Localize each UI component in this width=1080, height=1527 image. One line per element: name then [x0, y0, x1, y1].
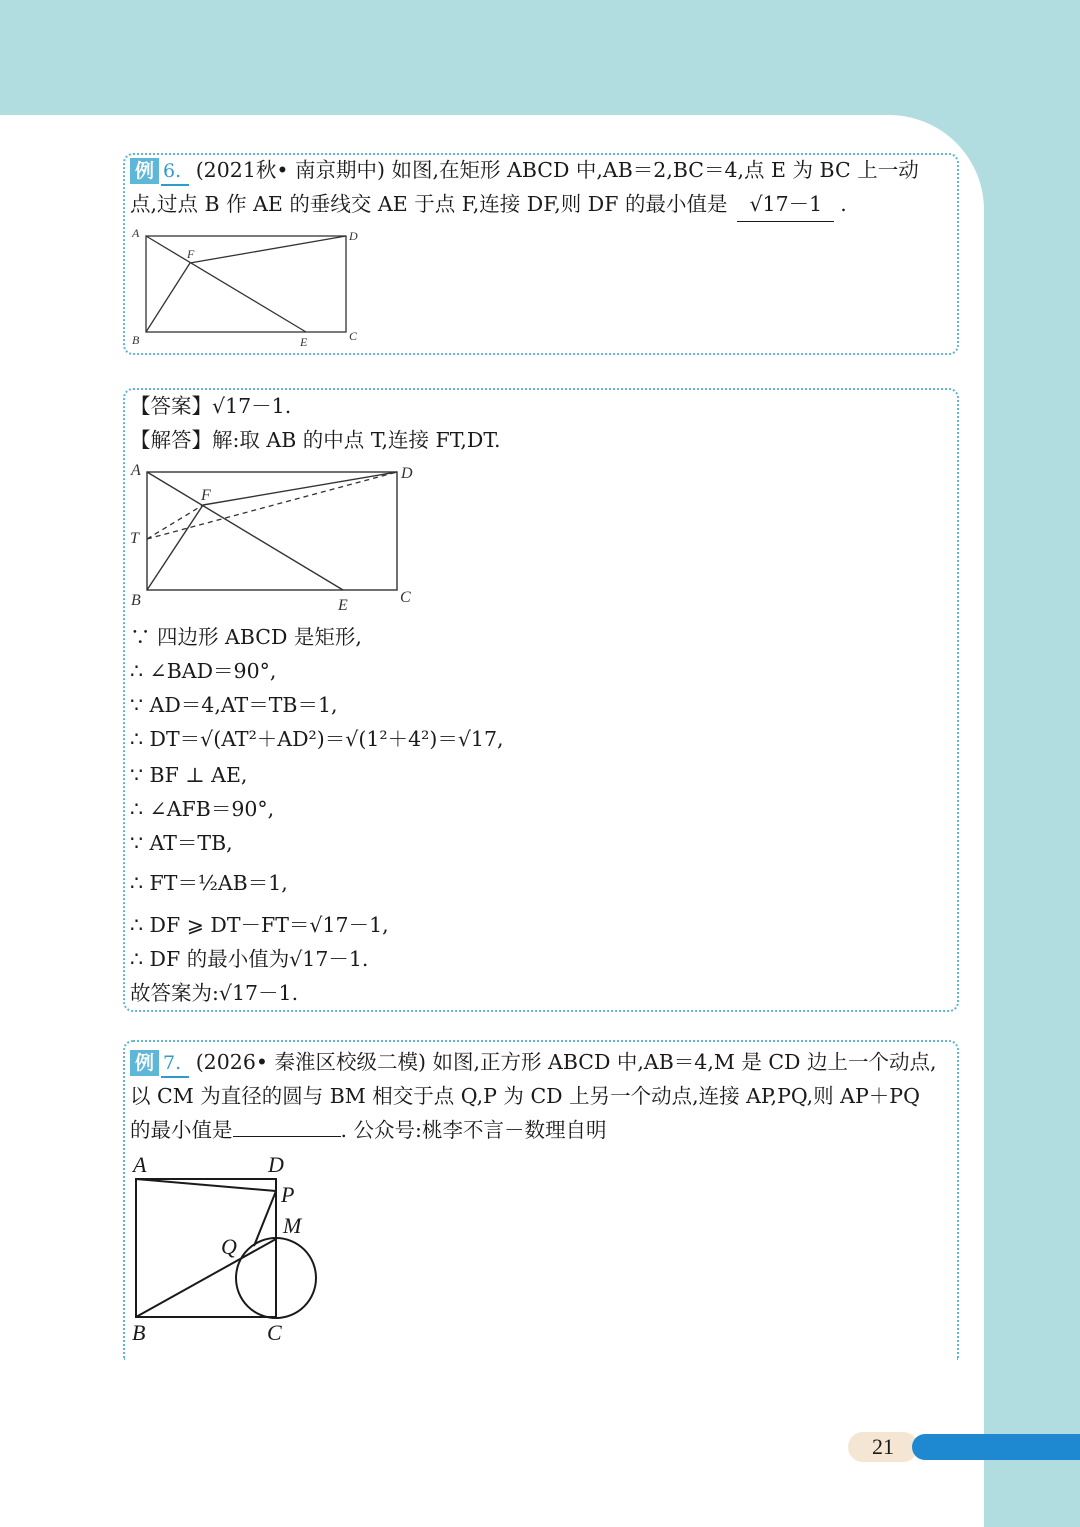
label-B: B	[131, 592, 141, 609]
example-6-figure	[125, 222, 375, 352]
label-A: A	[132, 226, 140, 240]
example-7-text-3-end: . 公众号:桃李不言－数理自明	[340, 1118, 607, 1142]
example-6-period: .	[840, 192, 847, 216]
example-7-tag	[130, 1045, 189, 1079]
label-F: F	[201, 487, 211, 504]
example-7-figure	[125, 1150, 335, 1350]
step-8: ∴ FT＝½AB＝1,	[130, 871, 288, 895]
example-6-tag	[130, 153, 189, 187]
example-7-text-1: (2026• 秦淮区校级二模) 如图,正方形 ABCD 中,AB＝4,M 是 CD 边上一个动点,	[195, 1050, 937, 1074]
example-6-text-1: (2021秋• 南京期中) 如图,在矩形 ABCD 中,AB＝2,BC＝4,点 E 为 BC 上一动	[195, 158, 919, 182]
step-4: ∴ DT＝√(AT²＋AD²)＝√(1²＋4²)＝√17,	[130, 727, 504, 751]
example-7-line-3	[130, 1113, 606, 1147]
header-band	[0, 0, 1080, 115]
example-tag-number: 7.	[161, 1050, 189, 1078]
label-E: E	[300, 335, 308, 349]
label-A: A	[133, 1152, 147, 1177]
step-3: ∵ AD＝4,AT＝TB＝1,	[130, 693, 338, 717]
step-6: ∴ ∠AFB＝90°,	[130, 797, 275, 821]
step-9: ∴ DF ⩾ DT－FT＝√17－1,	[130, 913, 389, 937]
step-5: ∵ BF ⊥ AE,	[130, 763, 248, 787]
label-T: T	[130, 530, 139, 547]
solution-figure	[125, 458, 425, 616]
analysis-line: 【解答】解:取 AB 的中点 T,连接 FT,DT.	[130, 428, 501, 452]
page-number-bar	[912, 1434, 1080, 1460]
label-C: C	[400, 589, 411, 606]
example-6-text-2: 点,过点 B 作 AE 的垂线交 AE 于点 F,连接 DF,则 DF 的最小值是	[130, 192, 728, 216]
example-7-text-3: 的最小值是	[130, 1118, 233, 1142]
label-D: D	[401, 465, 413, 482]
step-2: ∴ ∠BAD＝90°,	[130, 659, 277, 683]
label-P: P	[281, 1182, 295, 1207]
label-Q: Q	[221, 1234, 237, 1259]
label-E: E	[338, 597, 348, 614]
label-F: F	[187, 247, 195, 261]
label-B: B	[132, 1320, 146, 1345]
page-number: 21	[848, 1432, 918, 1462]
example-tag-word: 例	[130, 1050, 159, 1076]
example-7-answer-blank	[233, 1136, 341, 1137]
step-11: 故答案为:√17－1.	[130, 981, 299, 1005]
example-7-line-1	[130, 1045, 937, 1079]
step-7: ∵ AT＝TB,	[130, 831, 233, 855]
example-6-line-2	[130, 187, 847, 222]
label-A: A	[131, 462, 141, 479]
label-C: C	[349, 329, 358, 343]
label-D: D	[268, 1152, 284, 1177]
example-6-line-1	[130, 153, 919, 187]
step-10: ∴ DF 的最小值为√17－1.	[130, 947, 369, 971]
label-B: B	[132, 333, 140, 347]
label-C: C	[267, 1320, 282, 1345]
example-7-line-2: 以 CM 为直径的圆与 BM 相交于点 Q,P 为 CD 上另一个动点,连接 AP,PQ,则 AP＋PQ	[130, 1084, 920, 1108]
example-6-answer: √17－1	[737, 187, 834, 222]
label-D: D	[349, 229, 358, 243]
example-tag-word: 例	[130, 158, 159, 184]
example-tag-number: 6.	[161, 158, 189, 186]
label-M: M	[283, 1213, 302, 1238]
step-1: ∵ 四边形 ABCD 是矩形,	[130, 625, 362, 649]
answer-line: 【答案】√17－1.	[130, 394, 292, 418]
